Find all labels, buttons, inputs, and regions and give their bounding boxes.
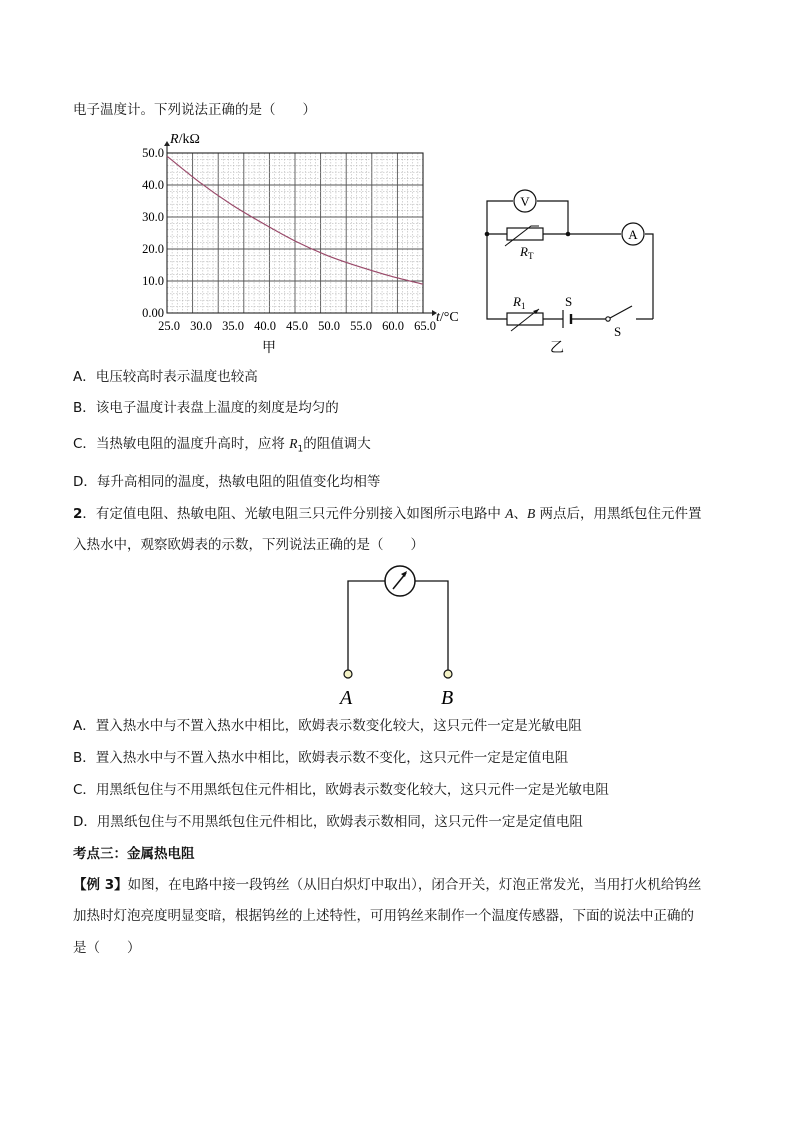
terminal-b-label: B xyxy=(441,687,454,709)
terminal-a-icon xyxy=(344,670,352,678)
example3-line3: 是（ ） xyxy=(73,940,141,956)
rheostat-label: $R_1$ xyxy=(513,294,526,311)
q1-option-d: D．每升高相同的温度，热敏电阻的阻值变化均相等 xyxy=(73,474,381,490)
chart-ylabel: R/kΩ xyxy=(170,132,200,147)
switch-label: S xyxy=(614,324,622,339)
q2-option-c: C．用黑纸包住与不用黑纸包住元件相比，欧姆表示数变化较大，这只元件一定是光敏电阻 xyxy=(73,782,609,798)
q2-option-a: A．置入热水中与不置入热水中相比，欧姆表示数变化较大，这只元件一定是光敏电阻 xyxy=(73,718,582,734)
q1-option-b: B．该电子温度计表盘上温度的刻度是均匀的 xyxy=(73,400,339,416)
terminal-b-icon xyxy=(444,670,452,678)
circuit-caption: 乙 xyxy=(550,341,564,356)
x-tick-label: 45.0 xyxy=(286,319,308,333)
terminal-a-label: A xyxy=(340,687,353,709)
x-tick-label: 30.0 xyxy=(190,319,212,333)
voltmeter-label: V xyxy=(520,194,530,209)
y-tick-label: 20.0 xyxy=(142,242,164,256)
q2-option-b: B．置入热水中与不置入热水中相比，欧姆表示数不变化，这只元件一定是定值电阻 xyxy=(73,750,569,766)
y-tick-label: 40.0 xyxy=(142,178,164,192)
q2-stem-line1: 2．有定值电阻、热敏电阻、光敏电阻三只元件分别接入如图所示电路中 A、B 两点后，用黑纸包住元件置 xyxy=(73,506,702,522)
x-tick-label: 60.0 xyxy=(382,319,404,333)
thermistor-label: $R_T$ xyxy=(520,244,534,261)
x-tick-label: 35.0 xyxy=(222,319,244,333)
chart-caption: 甲 xyxy=(262,341,276,356)
y-tick-label: 10.0 xyxy=(142,274,164,288)
x-tick-label: 65.0 xyxy=(414,319,436,333)
x-tick-label: 40.0 xyxy=(254,319,276,333)
example3-line2: 加热时灯泡亮度明显变暗，根据钨丝的上述特性，可用钨丝来制作一个温度传感器，下面的说法中正确的 xyxy=(73,908,694,924)
question-intro-line: 电子温度计。下列说法正确的是（ ） xyxy=(73,102,316,118)
example3-line1: 【例 3】如图，在电路中接一段钨丝（从旧白炽灯中取出），闭合开关，灯泡正常发光，当用打火机给钨丝 xyxy=(73,877,702,893)
y-tick-label: 30.0 xyxy=(142,210,164,224)
q2-stem-line2: 入热水中，观察欧姆表的示数，下列说法正确的是（ ） xyxy=(73,537,424,553)
q1-option-a: A．电压较高时表示温度也较高 xyxy=(73,369,258,385)
chart-xlabel: t/°C xyxy=(436,310,459,325)
section-heading: 考点三：金属热电阻 xyxy=(73,846,195,862)
y-tick-label: 50.0 xyxy=(142,146,164,160)
ammeter-label: A xyxy=(628,227,638,242)
q1-option-c: C．当热敏电阻的温度升高时，应将 $R_1$的阻值调大 xyxy=(73,436,371,455)
y-tick-label: 0.00 xyxy=(142,306,164,320)
x-tick-label: 55.0 xyxy=(350,319,372,333)
x-tick-label: 50.0 xyxy=(318,319,340,333)
q2-option-d: D．用黑纸包住与不用黑纸包住元件相比，欧姆表示数相同，这只元件一定是定值电阻 xyxy=(73,814,583,830)
x-tick-label: 25.0 xyxy=(158,319,180,333)
battery-label: S xyxy=(565,294,573,309)
